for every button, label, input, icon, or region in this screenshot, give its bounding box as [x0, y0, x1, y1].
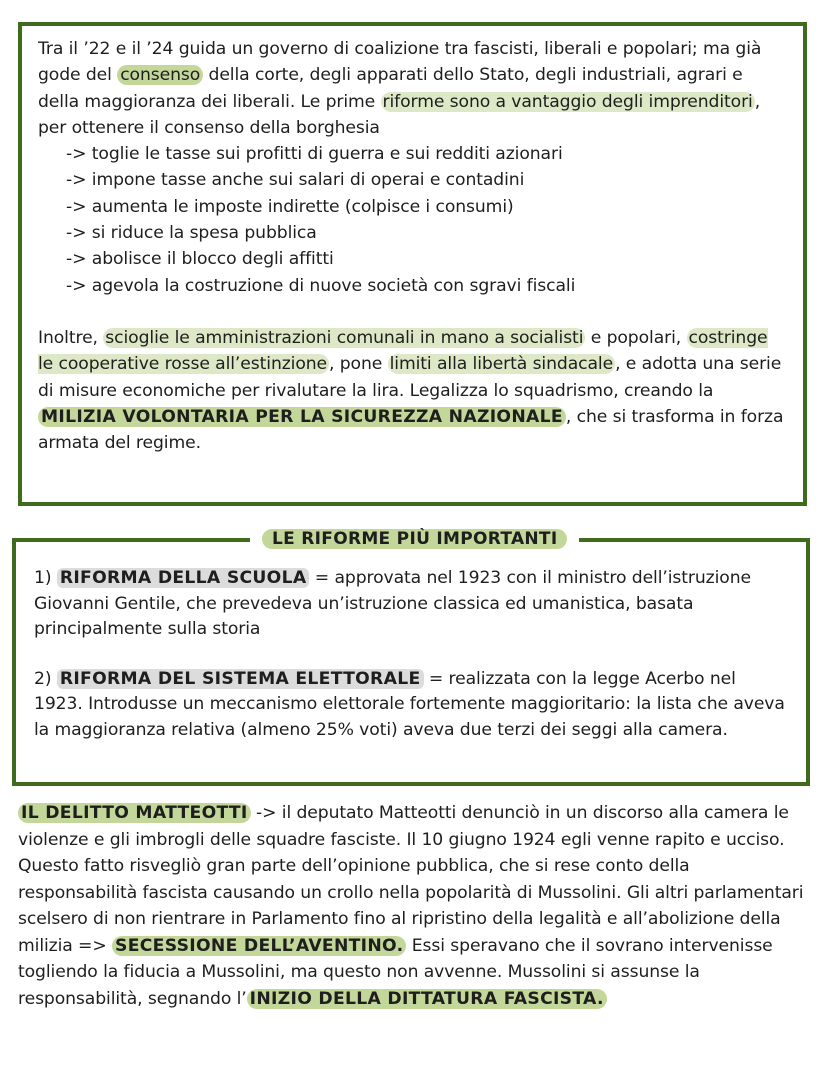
riforma-elettorale-label: RIFORMA DEL SISTEMA ELETTORALE: [57, 669, 424, 689]
intro-text: della corte, degli apparati dello Stato, degli industriali, agrari e della maggioranza dei liberali. Le prime: [38, 65, 743, 112]
list-item: -> impone tasse anche sui salari di operai e contadini: [66, 170, 525, 191]
item-number: 2): [34, 668, 57, 689]
riforme-title: [250, 526, 579, 552]
inoltre-paragraph: [38, 325, 787, 456]
riforma-scuola-label: RIFORMA DELLA SCUOLA: [57, 568, 310, 588]
matteotti-paragraph: [18, 800, 814, 1012]
riforme-box: [12, 529, 810, 786]
scioglie-highlight: scioglie le amministrazioni comunali in mano a socialisti: [105, 327, 584, 348]
list-item: -> toglie le tasse sui profitti di guerra e sui redditi azionari: [66, 144, 563, 165]
paragraph-text: Inoltre,: [38, 327, 104, 348]
costringe-highlight: costringe le cooperative rosse all’estinzione: [38, 327, 768, 375]
limiti-highlight: limiti alla libertà sindacale: [389, 354, 614, 375]
delitto-matteotti-section: [18, 800, 814, 1012]
dittatura-highlight: INIZIO DELLA DITTATURA FASCISTA.: [247, 989, 607, 1009]
reform-list: [66, 141, 787, 299]
paragraph-text: , che si trasforma in forza armata del regime.: [38, 406, 784, 454]
secessione-highlight: SECESSIONE DELL’AVENTINO.: [112, 936, 406, 956]
intro-text: , per ottenere il consenso della borghesia: [38, 91, 761, 138]
riforma-scuola-text: = approvata nel 1923 con il ministro dell’istruzione Giovanni Gentile, che prevedeva un’istruzione classica ed umanistica, basata principalmente sulla storia: [34, 568, 751, 639]
list-item: -> si riduce la spesa pubblica: [66, 223, 317, 244]
intro-text: Tra il ’22 e il ’24 guida un governo di coalizione tra fascisti, liberali e popolari; ma già gode del: [38, 39, 762, 86]
riforme-highlight: riforme sono a vantaggio degli imprenditori: [382, 91, 753, 112]
governo-coalizione-box: [18, 22, 807, 506]
riforma-elettorale-paragraph: [34, 667, 788, 744]
paragraph-text: , e adotta una serie di misure economiche per rivalutare la lira. Legalizza lo squadrismo, creando la: [38, 354, 782, 401]
riforma-elettorale-text: = realizzata con la legge Acerbo nel 1923. Introdusse un meccanismo elettorale fortemente maggioritario: la lista che aveva la maggioranza relativa (almeno 25% voti) aveva due terzi dei seggi alla camera.: [34, 668, 785, 740]
riforma-scuola-paragraph: [34, 566, 788, 643]
paragraph-text: e popolari,: [585, 327, 687, 348]
item-number: 1): [34, 568, 57, 588]
matteotti-text: Essi speravano che il sovrano intervenisse togliendo la fiducia a Mussolini, ma questo non avvenne. Mussolini si assunse la responsabilità, segnando l’: [18, 935, 773, 1009]
list-item: -> agevola la costruzione di nuove società con sgravi fiscali: [66, 275, 576, 296]
intro-paragraph: [38, 36, 787, 141]
riforme-title-text: LE RIFORME PIÙ IMPORTANTI: [262, 529, 567, 549]
paragraph-text: , pone: [329, 354, 388, 375]
matteotti-label: IL DELITTO MATTEOTTI: [18, 803, 251, 823]
list-item: -> aumenta le imposte indirette (colpisce i consumi): [66, 196, 514, 217]
matteotti-text: -> il deputato Matteotti denunciò in un discorso alla camera le violenze e gli imbrogli delle squadre fasciste. Il 10 giugno 1924 egli venne rapito e ucciso. Questo fatto risvegliò gran parte dell’opinione pubblica, che si rese conto della responsabilità fascista causando un crollo nella popolarità di Mussolini. Gli altri parlamentari scelsero di non rientrare in Parlamento fino al ripristino della legalità e all’abolizione della milizia =>: [18, 803, 804, 956]
list-item: -> abolisce il blocco degli affitti: [66, 249, 334, 270]
milizia-highlight: MILIZIA VOLONTARIA PER LA SICUREZZA NAZIONALE: [38, 407, 566, 427]
consenso-highlight: consenso: [117, 65, 203, 85]
